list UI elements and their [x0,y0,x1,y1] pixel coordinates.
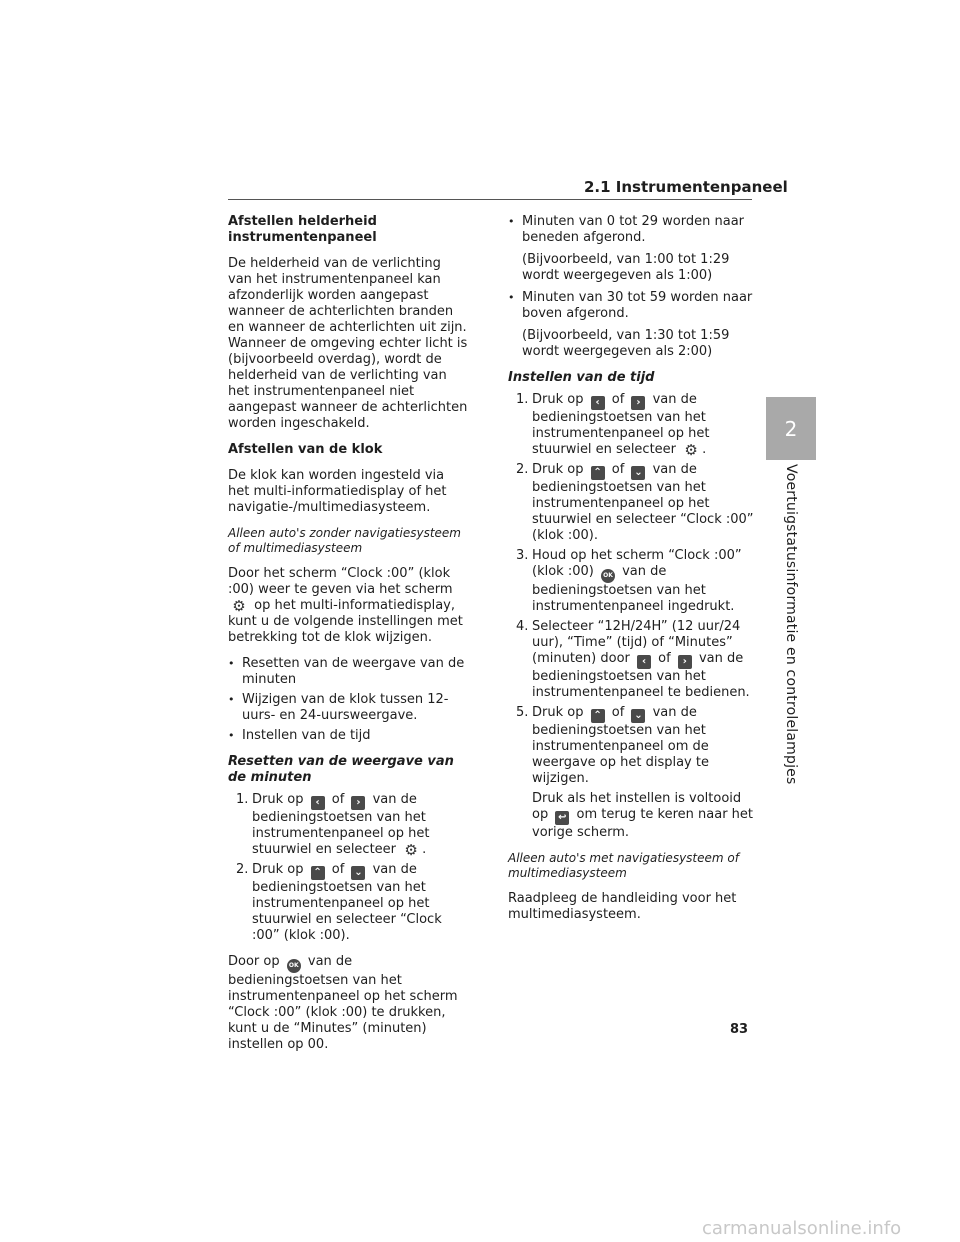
step-number: 1. [236,792,249,807]
text: van de bedieningstoetsen van het instrumentenpaneel op het scherm “Clock :00” (klok :00) te drukken, kunt u de “Minutes” (minuten) instellen op 00. [228,954,458,1052]
arrow-up-icon: ⌃ [311,866,325,880]
text: Houd op het scherm “Clock :00” (klok :00) [532,548,742,579]
step-continuation [532,791,758,841]
heading-brightness: Afstellen helderheid instrumentenpaneel [228,214,377,245]
back-icon: ↩ [555,811,569,825]
section-header: 2.1 Instrumentenpaneel [584,178,788,196]
step-item [516,462,758,544]
text: van de bedieningstoetsen van het instrumentenpaneel ingedrukt. [532,564,735,614]
right-column [508,214,758,933]
example-text: (Bijvoorbeeld, van 1:30 tot 1:59 wordt weergegeven als 2:00) [522,328,730,359]
text: Minuten van 30 tot 59 worden naar boven afgerond. [522,290,753,321]
ok-button-icon: OK [287,959,301,973]
list-item [508,290,758,360]
text: of [331,862,345,877]
arrow-down-icon: ⌄ [631,709,645,723]
text: Door op [228,954,280,969]
step-number: 1. [516,392,529,407]
text: Druk als het instellen is voltooid op [532,791,742,822]
text: Selecteer “12H/24H” (12 uur/24 uur), “Time” (tijd) of “Minutes” (minuten) door [532,619,741,666]
settings-gear-icon: ⚙ [232,597,246,615]
reset-steps [228,792,468,944]
page-number: 83 [730,1022,749,1037]
settings-gear-icon: ⚙ [684,441,698,459]
paragraph-navigation: Raadpleeg de handleiding voor het multimediasysteem. [508,891,737,922]
chapter-number-tab: 2 [766,397,816,460]
arrow-left-icon: ‹ [637,655,651,669]
text: of [331,792,345,807]
text: Druk op [532,705,584,720]
step-number: 5. [516,705,529,720]
arrow-right-icon: › [631,396,645,410]
paragraph-ok-reset [228,954,468,1053]
text: Druk op [532,462,584,477]
list-item: • Instellen van de tijd [228,728,468,744]
ok-button-icon: OK [601,569,615,583]
text: van de bedieningstoetsen van het instrumentenpaneel op het stuurwiel en selecteer [252,792,430,857]
note-without-navigation: Alleen auto's zonder navigatiesysteem of multimediasysteem [228,526,461,555]
arrow-left-icon: ‹ [311,796,325,810]
text: of [611,705,625,720]
text: . [422,842,427,857]
text: van de bedieningstoetsen van het instrumentenpaneel op het stuurwiel en selecteer “Clock :00” (klok :00). [532,462,754,543]
subheading-reset-minutes: Resetten van de weergave van de minuten [228,754,454,785]
step-number: 3. [516,548,529,563]
arrow-right-icon: › [678,655,692,669]
arrow-left-icon: ‹ [591,396,605,410]
paragraph-brightness: De helderheid van de verlichting van het instrumentenpaneel kan afzonderlijk worden aangepast wanneer de achterlichten branden en wanneer de achterlichten uit zijn. Wanneer de omgeving echter licht is (bijvoorbeeld overdag), wordt de helderheid van de verlichting van het instrumentenpaneel niet aangepast wanneer de achterlichten worden ingeschakeld. [228,256,468,431]
chapter-title: Voertuigstatusinformatie en controlelampjes [783,464,799,785]
heading-clock: Afstellen van de klok [228,442,383,457]
note-with-navigation: Alleen auto's met navigatiesysteem of multimediasysteem [508,851,739,880]
step-item [516,392,758,458]
text: van de bedieningstoetsen van het instrumentenpaneel te bedienen. [532,651,750,700]
settings-bullet-list [228,656,468,744]
text: op het multi-informatiedisplay, kunt u de volgende instellingen met betrekking tot de klok wijzigen. [228,598,463,645]
text: van de bedieningstoetsen van het instrumentenpaneel op het stuurwiel en selecteer [532,392,710,457]
list-item: • Wijzigen van de klok tussen 12-uurs- en 24-uursweergave. [228,692,468,724]
text: of [611,392,625,407]
text: Druk op [252,862,304,877]
left-column [228,214,468,1063]
text: Minuten van 0 tot 29 worden naar beneden afgerond. [522,214,745,245]
text: Door het scherm “Clock :00” (klok :00) weer te geven via het scherm [228,566,453,597]
step-item [236,792,468,858]
step-item [516,619,758,701]
list-item [508,214,758,284]
set-time-steps [508,392,758,841]
arrow-down-icon: ⌄ [351,866,365,880]
text: Druk op [532,392,584,407]
example-text: (Bijvoorbeeld, van 1:00 tot 1:29 wordt weergegeven als 1:00) [522,252,730,283]
settings-gear-icon: ⚙ [404,841,418,859]
header-divider [228,199,752,200]
step-item [236,862,468,944]
text: . [702,442,707,457]
text: of [658,651,671,666]
paragraph-clock-screen [228,566,468,646]
paragraph-clock: De klok kan worden ingesteld via het multi-informatiedisplay of het navigatie-/multimediasysteem. [228,468,447,515]
text: van de bedieningstoetsen van het instrumentenpaneel om de weergave op het display te wijzigen. [532,705,709,786]
list-item: • Resetten van de weergave van de minuten [228,656,468,688]
rounding-bullet-list [508,214,758,360]
step-item [516,548,758,615]
step-item [516,705,758,841]
arrow-down-icon: ⌄ [631,466,645,480]
text: om terug te keren naar het vorige scherm. [532,807,754,840]
text: Druk op [252,792,304,807]
subheading-set-time: Instellen van de tijd [508,370,655,385]
step-number: 2. [236,862,249,877]
arrow-up-icon: ⌃ [591,466,605,480]
text: van de bedieningstoetsen van het instrumentenpaneel op het stuurwiel en selecteer “Clock :00” (klok :00). [252,862,442,943]
text: of [611,462,625,477]
step-number: 2. [516,462,529,477]
step-number: 4. [516,619,529,634]
watermark: carmanualsonline.info [702,1218,902,1239]
arrow-up-icon: ⌃ [591,709,605,723]
arrow-right-icon: › [351,796,365,810]
